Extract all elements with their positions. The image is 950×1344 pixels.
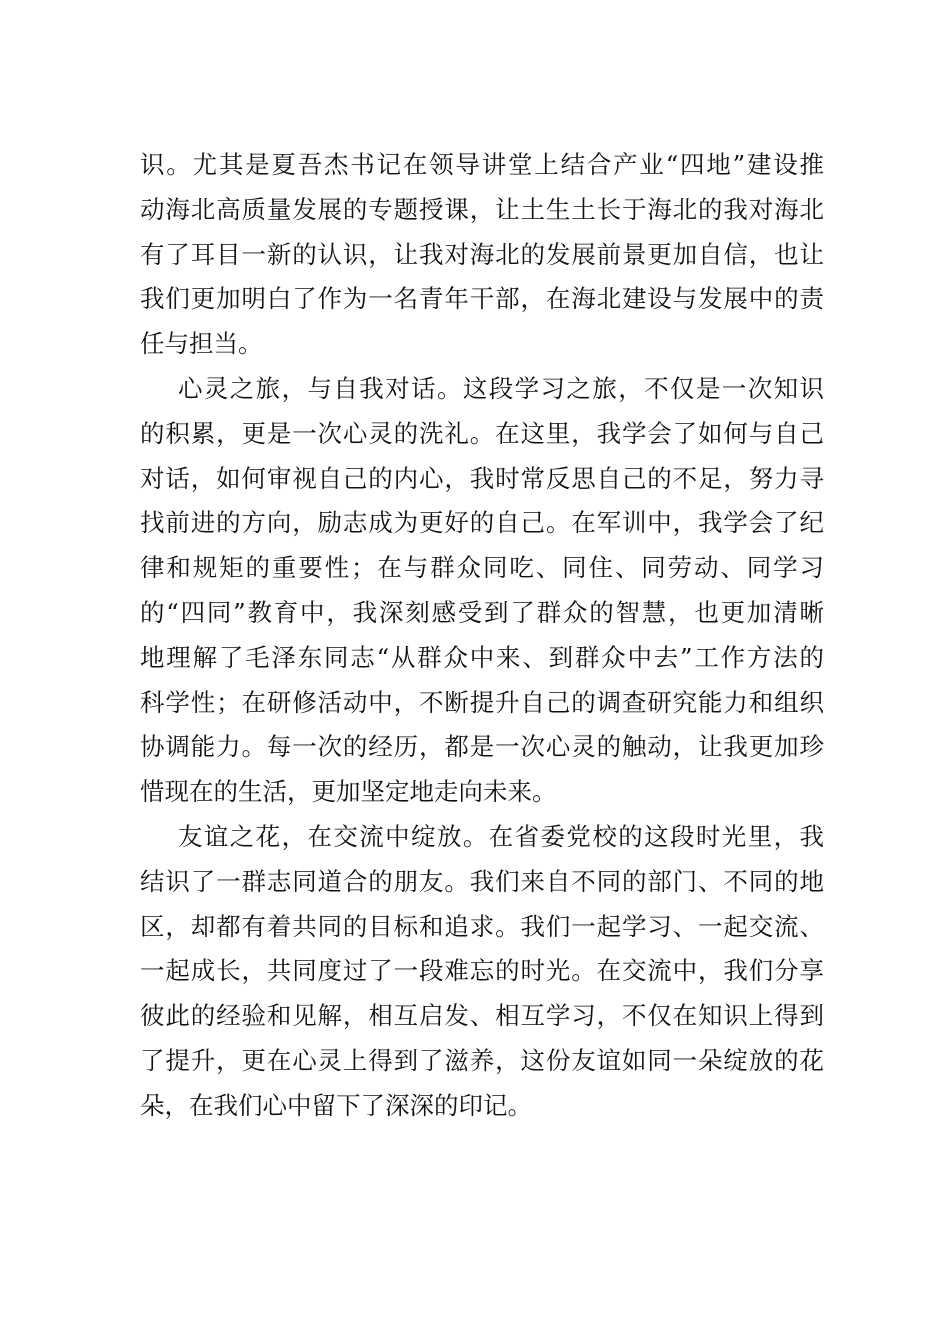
text-line: 对话，如何审视自己的内心，我时常反思自己的不足，努力寻 <box>140 463 824 493</box>
document-body <box>140 143 824 1129</box>
text-line: 结识了一群志同道合的朋友。我们来自不同的部门、不同的地 <box>140 866 824 896</box>
text-line: 区，却都有着共同的目标和追求。我们一起学习、一起交流、 <box>140 911 824 941</box>
text-line: 任与担当。 <box>140 329 263 359</box>
text-line: 有了耳目一新的认识，让我对海北的发展前景更加自信，也让 <box>140 239 824 269</box>
text-line: 心灵之旅，与自我对话。这段学习之旅，不仅是一次知识 <box>178 373 824 403</box>
text-line: 我们更加明白了作为一名青年干部，在海北建设与发展中的责 <box>140 284 824 314</box>
text-line: 律和规矩的重要性；在与群众同吃、同住、同劳动、同学习 <box>140 553 824 583</box>
text-line: 的积累，更是一次心灵的洗礼。在这里，我学会了如何与自己 <box>140 418 824 448</box>
paragraph-3 <box>140 815 824 1129</box>
text-line: 彼此的经验和见解，相互启发、相互学习，不仅在知识上得到 <box>140 1001 824 1031</box>
text-line: 找前进的方向，励志成为更好的自己。在军训中，我学会了纪 <box>140 508 824 538</box>
text-line: 友谊之花，在交流中绽放。在省委党校的这段时光里，我 <box>178 821 824 851</box>
text-line: 协调能力。每一次的经历，都是一次心灵的触动，让我更加珍 <box>140 732 824 762</box>
text-line: 惜现在的生活，更加坚定地走向未来。 <box>140 777 557 807</box>
text-line: 动海北高质量发展的专题授课，让土生土长于海北的我对海北 <box>140 194 824 224</box>
text-line: 的“四同”教育中，我深刻感受到了群众的智慧，也更加清晰 <box>140 597 824 627</box>
text-line: 识。尤其是夏吾杰书记在领导讲堂上结合产业“四地”建设推 <box>140 150 824 179</box>
text-line: 地理解了毛泽东同志“从群众中来、到群众中去”工作方法的 <box>140 642 824 672</box>
paragraph-2 <box>140 367 824 815</box>
text-line: 一起成长，共同度过了一段难忘的时光。在交流中，我们分享 <box>140 956 824 986</box>
text-line: 科学性；在研修活动中，不断提升自己的调查研究能力和组织 <box>140 687 824 717</box>
text-line: 朵，在我们心中留下了深深的印记。 <box>140 1090 532 1120</box>
paragraph-1 <box>140 143 824 367</box>
text-line: 了提升，更在心灵上得到了滋养，这份友谊如同一朵绽放的花 <box>140 1045 824 1075</box>
